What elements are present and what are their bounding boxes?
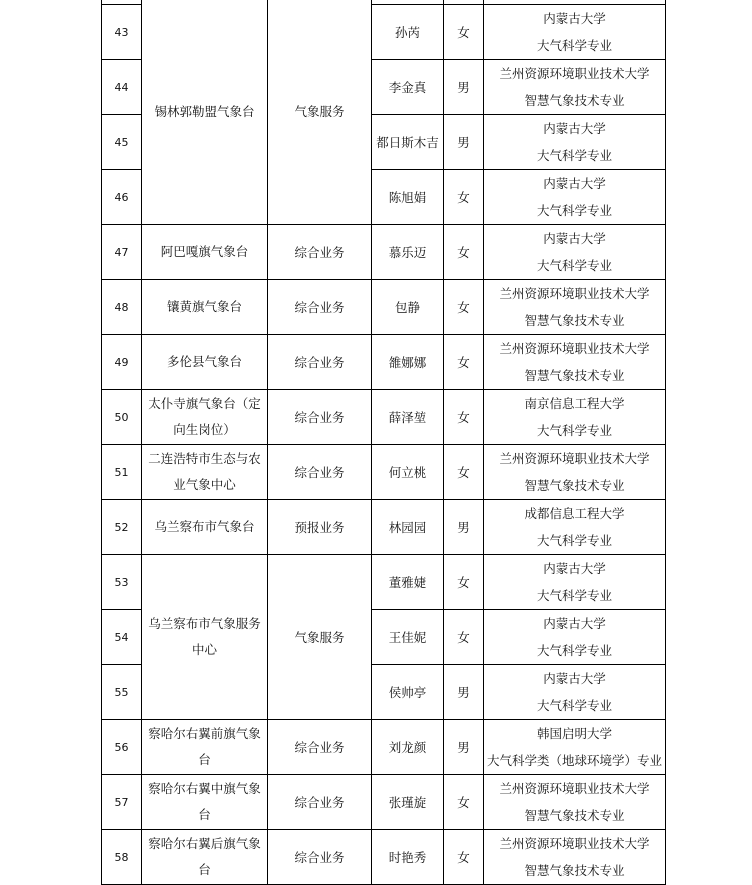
name-cell: 张瑾旋 [372, 775, 444, 830]
gender-cell: 男 [444, 720, 484, 775]
gender-cell: 女 [444, 775, 484, 830]
school-cell: 南京信息工程大学 大气科学专业 [484, 390, 666, 445]
gender-cell: 女 [444, 390, 484, 445]
school-cell: 内蒙古大学 大气科学专业 [484, 610, 666, 665]
unit-cell: 太仆寺旗气象台（定 向生岗位） [142, 390, 268, 445]
position-cell: 综合业务 [268, 445, 372, 500]
school-cell: 兰州资源环境职业技术大学 智慧气象技术专业 [484, 775, 666, 830]
row-number: 55 [102, 665, 142, 720]
school-cell: 兰州资源环境职业技术大学 智慧气象技术专业 [484, 60, 666, 115]
position-cell: 综合业务 [268, 830, 372, 885]
name-cell: 包静 [372, 280, 444, 335]
row-number: 49 [102, 335, 142, 390]
gender-cell: 女 [444, 225, 484, 280]
row-number: 58 [102, 830, 142, 885]
position-cell: 综合业务 [268, 335, 372, 390]
school-cell: 内蒙古大学 大气科学专业 [484, 665, 666, 720]
unit-cell: 阿巴嘎旗气象台 [142, 225, 268, 280]
row-number: 43 [102, 5, 142, 60]
position-cell: 综合业务 [268, 280, 372, 335]
table-row [102, 445, 666, 500]
name-cell: 林园园 [372, 500, 444, 555]
row-number: 53 [102, 555, 142, 610]
gender-cell: 男 [444, 665, 484, 720]
unit-cell: 察哈尔右翼后旗气象 台 [142, 830, 268, 885]
table-row [102, 775, 666, 830]
gender-cell: 女 [444, 5, 484, 60]
position-cell: 综合业务 [268, 775, 372, 830]
row-number: 44 [102, 60, 142, 115]
school-cell: 兰州资源环境职业技术大学 智慧气象技术专业 [484, 445, 666, 500]
school-cell: 韩国启明大学 大气科学类（地球环境学）专业 [484, 720, 666, 775]
unit-cell: 镶黄旗气象台 [142, 280, 268, 335]
table-row [102, 720, 666, 775]
school-cell: 兰州资源环境职业技术大学 智慧气象技术专业 [484, 335, 666, 390]
row-number: 45 [102, 115, 142, 170]
position-cell: 综合业务 [268, 390, 372, 445]
name-cell: 都日斯木吉 [372, 115, 444, 170]
name-cell: 刘龙颜 [372, 720, 444, 775]
name-cell: 薛泽堃 [372, 390, 444, 445]
row-number: 57 [102, 775, 142, 830]
name-cell: 时艳秀 [372, 830, 444, 885]
row-number: 48 [102, 280, 142, 335]
unit-cell: 乌兰察布市气象台 [142, 500, 268, 555]
gender-cell: 女 [444, 555, 484, 610]
name-cell: 李金真 [372, 60, 444, 115]
row-number: 52 [102, 500, 142, 555]
row-number: 50 [102, 390, 142, 445]
table-row [102, 280, 666, 335]
gender-cell: 男 [444, 500, 484, 555]
name-cell: 何立桃 [372, 445, 444, 500]
row-number: 47 [102, 225, 142, 280]
position-cell: 综合业务 [268, 720, 372, 775]
school-cell: 内蒙古大学 大气科学专业 [484, 170, 666, 225]
gender-cell: 女 [444, 830, 484, 885]
name-cell: 王佳妮 [372, 610, 444, 665]
school-cell: 成都信息工程大学 大气科学专业 [484, 500, 666, 555]
school-cell: 内蒙古大学 大气科学专业 [484, 225, 666, 280]
name-cell: 侯帅亭 [372, 665, 444, 720]
table-row [102, 555, 666, 610]
school-cell: 兰州资源环境职业技术大学 智慧气象技术专业 [484, 830, 666, 885]
table-row [102, 335, 666, 390]
gender-cell: 女 [444, 280, 484, 335]
position-cell: 气象服务 [268, 0, 372, 225]
gender-cell: 男 [444, 115, 484, 170]
gender-cell: 男 [444, 60, 484, 115]
unit-cell: 二连浩特市生态与农 业气象中心 [142, 445, 268, 500]
row-number: 56 [102, 720, 142, 775]
row-number: 54 [102, 610, 142, 665]
row-number: 51 [102, 445, 142, 500]
gender-cell: 女 [444, 445, 484, 500]
name-cell: 雒娜娜 [372, 335, 444, 390]
table-row [102, 830, 666, 885]
table-row [102, 225, 666, 280]
unit-cell: 乌兰察布市气象服务 中心 [142, 555, 268, 720]
gender-cell: 女 [444, 170, 484, 225]
unit-cell: 察哈尔右翼中旗气象 台 [142, 775, 268, 830]
table-row [102, 390, 666, 445]
name-cell: 陈旭娟 [372, 170, 444, 225]
name-cell: 董雅婕 [372, 555, 444, 610]
school-cell: 内蒙古大学 大气科学专业 [484, 5, 666, 60]
unit-cell: 多伦县气象台 [142, 335, 268, 390]
name-cell: 孙芮 [372, 5, 444, 60]
name-cell: 慕乐迈 [372, 225, 444, 280]
school-cell: 兰州资源环境职业技术大学 智慧气象技术专业 [484, 280, 666, 335]
school-cell: 内蒙古大学 大气科学专业 [484, 555, 666, 610]
row-number: 46 [102, 170, 142, 225]
position-cell: 气象服务 [268, 555, 372, 720]
gender-cell: 女 [444, 335, 484, 390]
school-cell: 内蒙古大学 大气科学专业 [484, 115, 666, 170]
unit-cell: 察哈尔右翼前旗气象 台 [142, 720, 268, 775]
position-cell: 预报业务 [268, 500, 372, 555]
position-cell: 综合业务 [268, 225, 372, 280]
unit-cell: 锡林郭勒盟气象台 [142, 0, 268, 225]
gender-cell: 女 [444, 610, 484, 665]
recruitment-table [101, 0, 666, 885]
table-row [102, 500, 666, 555]
